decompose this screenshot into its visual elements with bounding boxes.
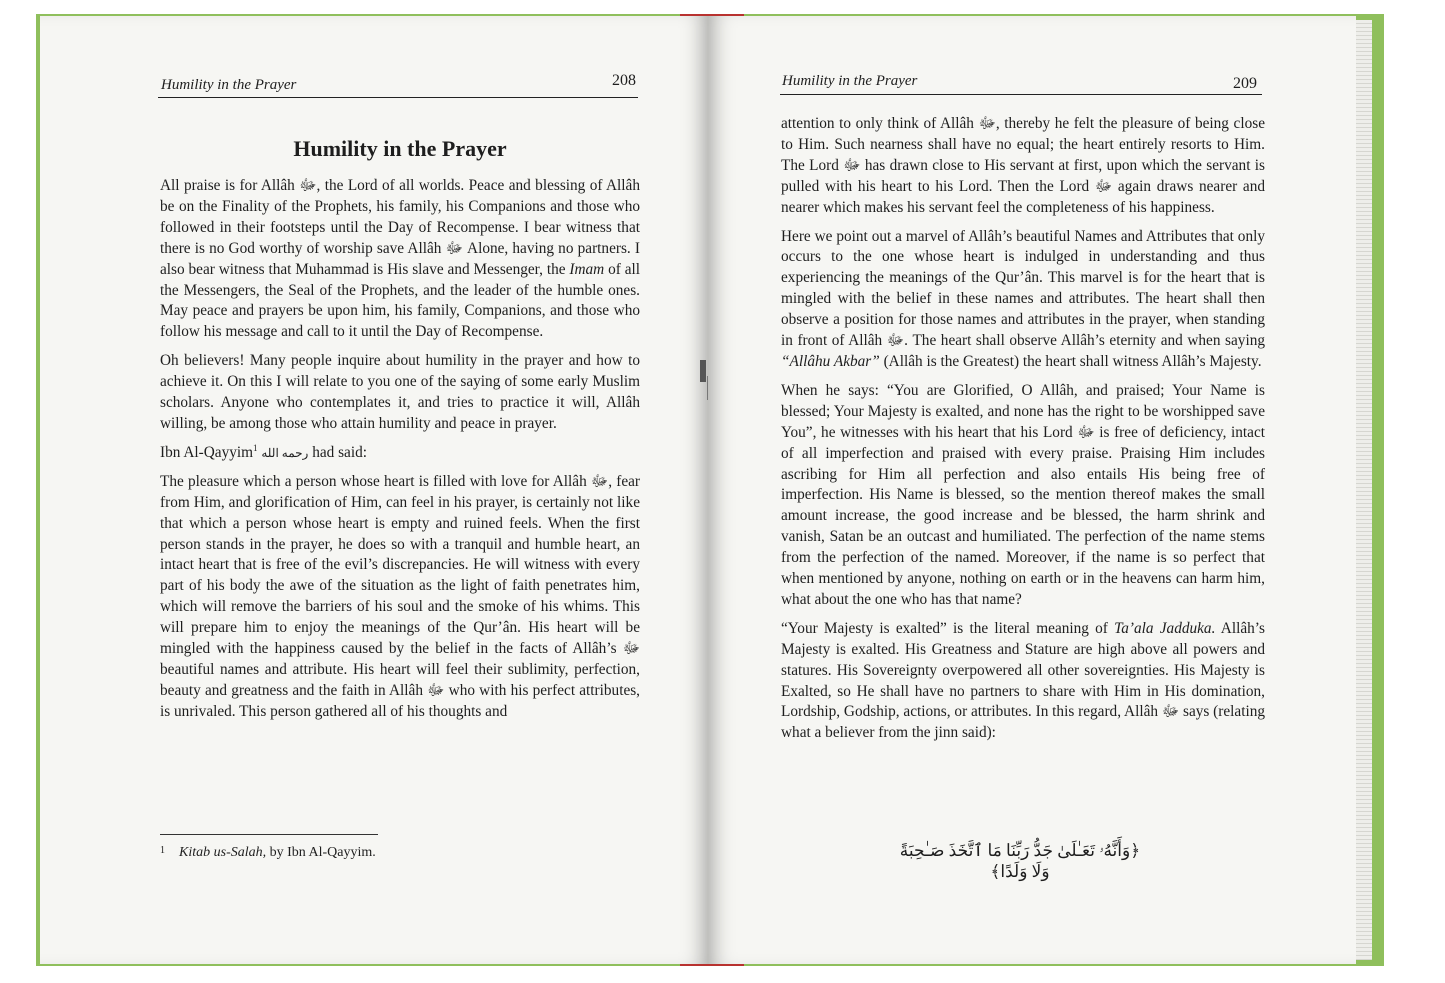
left-page-number: 208 (612, 72, 636, 89)
chapter-title: Humility in the Prayer (293, 136, 507, 161)
footnote: $^1$ Kitab us-Salah, by Ibn Al-Qayyim. (160, 845, 376, 860)
right-paragraph-4: “Your Majesty is exalted” is the literal meaning of Ta’ala Jadduka. Allâh’s Majesty is exalted. His Greatness and Stature are high above all powers and statures. His Sovereignty overpowered all other sovereignties. His Majesty is Exalted, so He shall have no partners to share with Him in His domination, Lordship, Godship, actions, or attributes. In this regard, Allâh ﷻ says (relating what a believer from the jinn said): (781, 619, 1265, 742)
quran-verse: ﴿وَأَنَّهُۥ تَعَـٰلَىٰ جَدُّ رَبِّنَا مَا ٱتَّخَذَ صَـٰحِبَةً وَلَا وَلَدًا﴾ (899, 841, 1141, 881)
right-paragraph-3: When he says: “You are Glorified, O Allâh, and praised; Your Name is blessed; Your Majesty is exalted, and none has the right to be worshipped save You”, he witnesses with his heart that his Lord ﷻ is free of deficiency, intact of all imperfection and praised with every praise. Praising Him includes ascribing for Him all perfection and also entails His being free of imperfection. His Name is blessed, so the mention thereof makes the small amount increase, the good increase and be blessed, the harm shrink and vanish, Satan be an outcast and humiliated. The perfection of the name stems from the perfection of the named. Moreover, if the name is so perfect that when mentioned by anyone, nothing on earth or in the heavens can harm him, what about the one who has that name? (781, 381, 1266, 608)
right-paragraph-2: Here we point out a marvel of Allâh’s beautiful Names and Attributes that only occurs to the one whose heart is indulged in understanding and thus experiencing the meanings of the Qur’ân. This marvel is for the heart that is mingled with the belief in these names and attributes. The heart shall then observe a position for those names and attributes in the prayer, when standing in front of Allâh ﷻ. The heart shall observe Allâh’s eternity and when saying “Allâhu Akbar” (Allâh is the Greatest) the heart shall witness Allâh’s Majesty. (781, 227, 1265, 370)
right-header-rule (780, 94, 1262, 95)
left-running-head: Humility in the Prayer (161, 77, 297, 93)
right-paragraph-1: attention to only think of Allâh ﷻ, thereby he felt the pleasure of being close to Him. Such nearness shall have no equal; the heart entirely resorts to Him. The Lord ﷻ has drawn close to His servant at first, upon which the servant is pulled with his heart to his Lord. Then the Lord ﷻ again draws nearer and nearer which makes his servant feel the completeness of his happiness. (781, 115, 1266, 216)
footnote-rule (160, 834, 378, 835)
left-header-rule (158, 97, 638, 98)
taala-jadduka-term: Ta’ala Jadduka. (1114, 619, 1216, 637)
allahu-akbar-term: “Allâhu Akbar” (781, 352, 880, 370)
imam-term: Imam (569, 260, 605, 278)
left-paragraph-3: Ibn Al-Qayyim$^1$ رحمه الله had said: (160, 442, 367, 461)
page-edges (1355, 20, 1372, 960)
left-paragraph-4: The pleasure which a person whose heart is filled with love for Allâh ﷻ, fear from Him, and glorification of Him, can feel in his prayer, is certainly not like that which a person whose heart is empty and ruined feels. When the first person stands in the prayer, he does so with a tranquil and humble heart, an intact heart that is free of the evil’s discrepancies. He will witness with every part of his body the awe of the situation as the light of faith penetrates him, which will remove the barriers of his soul and the smoke of his whims. This will prepare him to enjoy the meanings of the Qur’ân. His heart will be mingled with the happiness caused by the belief in the facts of Allâh’s ﷻ beautiful names and attribute. His heart will feel their sublimity, perfection, beauty and greatness and the faith in Allâh ﷻ who with his perfect attributes, is unrivaled. This person gathered all of his thoughts and (160, 472, 641, 720)
right-running-head: Humility in the Prayer (782, 73, 918, 89)
footnote-ref[interactable]: 1 (253, 442, 258, 453)
left-paragraph-2: Oh believers! Many people inquire about humility in the prayer and how to achieve it. On this I will relate to you one of the saying of some early Muslim scholars. Anyone who contemplates it, and tries to practice it will, Allâh willing, be among those who attain humility and peace in prayer. (160, 352, 640, 432)
left-body (160, 176, 640, 731)
right-body (781, 114, 1265, 752)
right-page-number: 209 (1233, 75, 1257, 92)
left-paragraph-1: All praise is for Allâh ﷻ, the Lord of all worlds. Peace and blessing of Allâh be on the Finality of the Prophets, his family, his Companions and those who followed in their footsteps until the Day of Recompense. I bear witness that there is no God worthy of worship save Allâh ﷻ Alone, having no partners. I also bear witness that Muhammad is His slave and Messenger, the Imam of all the Messengers, the Seal of the Prophets, and the leader of the humble ones. May peace and prayers be upon him, his family, Companions, and those who follow his message and call to it until the Day of Recompense. (160, 177, 641, 341)
arabic-honorific: رحمه الله (261, 445, 309, 460)
